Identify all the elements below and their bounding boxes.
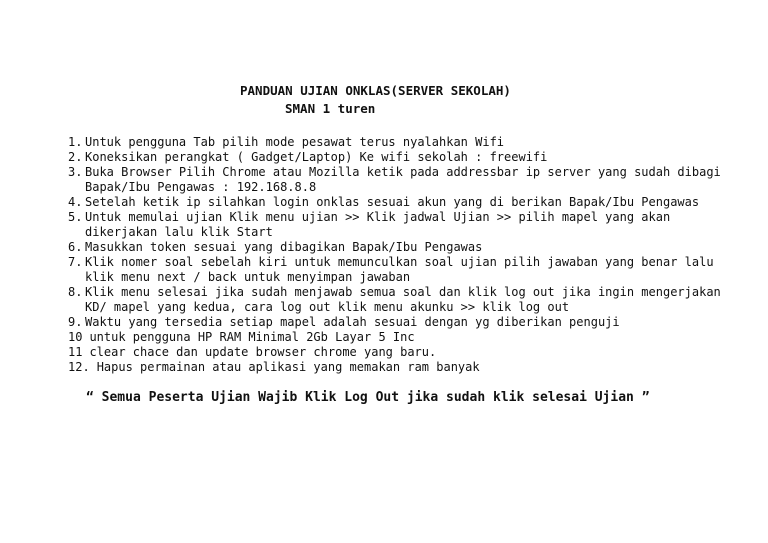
list-item-number: 1. xyxy=(68,135,83,149)
list-item xyxy=(68,285,758,315)
list-item-text: clear chace dan update browser chrome yang baru. xyxy=(89,345,437,359)
list-item-text: Untuk pengguna Tab pilih mode pesawat terus nyalahkan Wifi xyxy=(85,135,505,149)
list-item xyxy=(68,330,758,345)
page-subtitle: SMAN 1 turen xyxy=(285,101,376,116)
list-item-text: Klik nomer soal sebelah kiri untuk memunculkan soal ujian pilih jawaban yang benar lalu klik menu next / back untuk menyimpan jawaban xyxy=(85,255,714,284)
list-item-text: Hapus permainan atau aplikasi yang memakan ram banyak xyxy=(96,360,480,374)
list-item xyxy=(68,345,758,360)
list-item-number: 6. xyxy=(68,240,83,254)
list-item-text: Klik menu selesai jika sudah menjawab semua soal dan klik log out jika ingin mengerjakan KD/ mapel yang kedua, cara log out klik menu akunku >> klik log out xyxy=(85,285,721,314)
list-item xyxy=(68,135,758,150)
list-item xyxy=(68,360,758,375)
list-item-number: 10 xyxy=(68,330,83,344)
list-item-text: Buka Browser Pilih Chrome atau Mozilla ketik pada addressbar ip server yang sudah dibagi Bapak/Ibu Pengawas : 192.168.8.8 xyxy=(85,165,721,194)
list-item xyxy=(68,150,758,165)
list-item-number: 2. xyxy=(68,150,83,164)
list-item-number: 8. xyxy=(68,285,83,299)
list-item-text: Setelah ketik ip silahkan login onklas sesuai akun yang di berikan Bapak/Ibu Pengawas xyxy=(85,195,700,209)
list-item-number: 4. xyxy=(68,195,83,209)
closing-statement: “ Semua Peserta Ujian Wajib Klik Log Out jika sudah klik selesai Ujian ” xyxy=(86,390,650,405)
list-item xyxy=(68,195,758,210)
list-item-number: 9. xyxy=(68,315,83,329)
list-item-number: 7. xyxy=(68,255,83,269)
page-title: PANDUAN UJIAN ONKLAS(SERVER SEKOLAH) xyxy=(240,83,511,98)
list-item xyxy=(68,315,758,330)
list-item-text: untuk pengguna HP RAM Minimal 2Gb Layar 5 Inc xyxy=(89,330,415,344)
list-item-number: 3. xyxy=(68,165,83,179)
list-item-text: Koneksikan perangkat ( Gadget/Laptop) Ke wifi sekolah : freewifi xyxy=(85,150,548,164)
instruction-list xyxy=(68,135,758,375)
list-item xyxy=(68,240,758,255)
list-item xyxy=(68,210,758,240)
list-item-text: Waktu yang tersedia setiap mapel adalah sesuai dengan yg diberikan penguji xyxy=(85,315,620,329)
list-item-text: Untuk memulai ujian Klik menu ujian >> Klik jadwal Ujian >> pilih mapel yang akan dikerjakan lalu klik Start xyxy=(85,210,671,239)
list-item-text: Masukkan token sesuai yang dibagikan Bapak/Ibu Pengawas xyxy=(85,240,483,254)
list-item xyxy=(68,255,758,285)
list-item-number: 11 xyxy=(68,345,83,359)
list-item-number: 5. xyxy=(68,210,83,224)
list-item xyxy=(68,165,758,195)
list-item-number: 12. xyxy=(68,360,90,374)
